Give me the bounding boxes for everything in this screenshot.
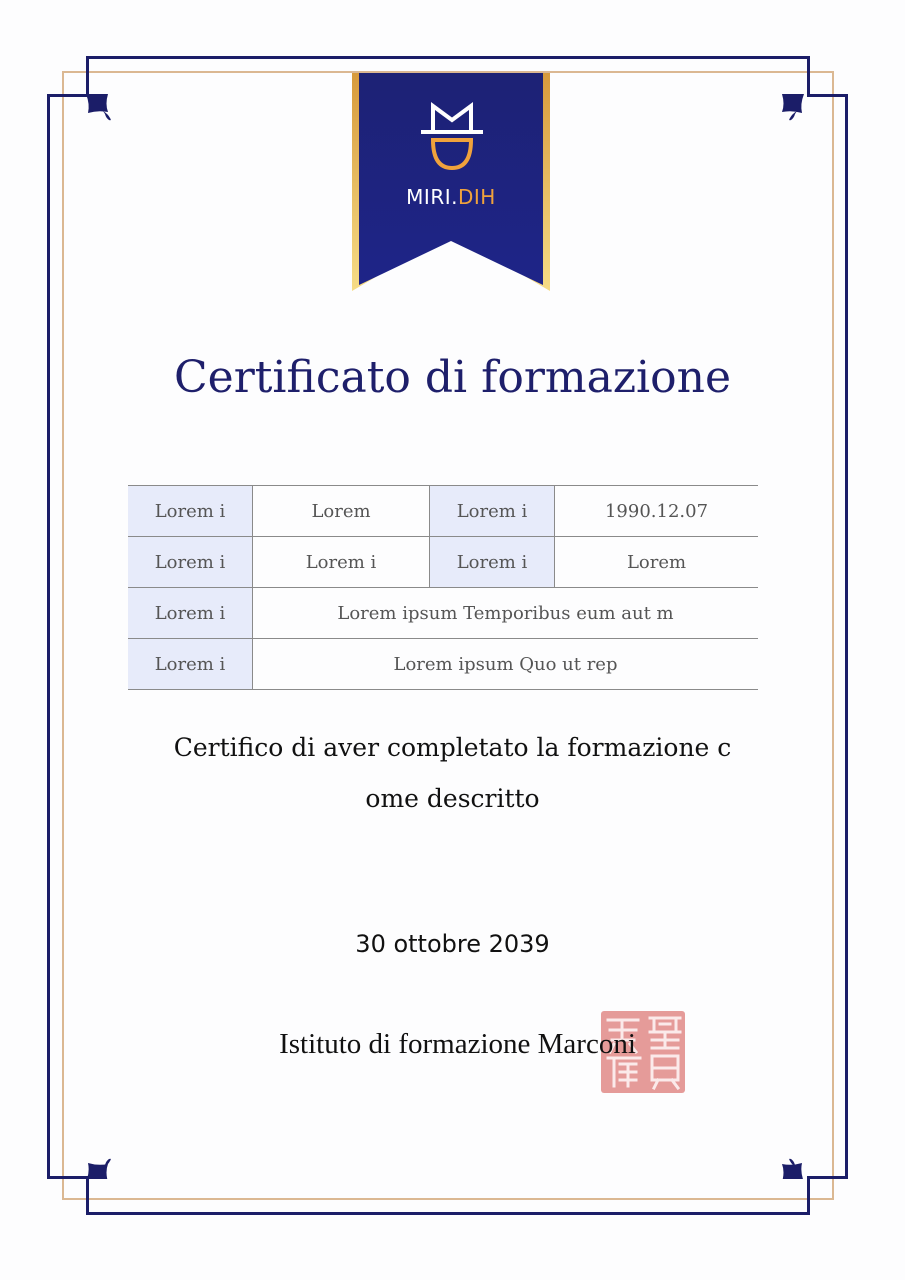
corner-connector bbox=[807, 94, 848, 97]
table-label: Lorem i bbox=[128, 537, 253, 588]
table-label: Lorem i bbox=[430, 537, 555, 588]
issue-date: 30 ottobre 2039 bbox=[355, 930, 550, 958]
corner-connector bbox=[807, 1176, 848, 1179]
table-label: Lorem i bbox=[128, 486, 253, 537]
corner-connector bbox=[47, 94, 89, 97]
table-value: 1990.12.07 bbox=[555, 486, 759, 537]
statement-line-1: Certifico di aver completato la formazione c bbox=[173, 733, 732, 762]
table-value: Lorem bbox=[555, 537, 759, 588]
table-label: Lorem i bbox=[128, 588, 253, 639]
frame-outer-right bbox=[845, 94, 848, 1179]
logo-ribbon bbox=[352, 73, 550, 291]
certificate-title: Certificato di formazione bbox=[174, 352, 731, 403]
corner-ornament-icon bbox=[782, 94, 810, 122]
table-value: Lorem ipsum Quo ut rep bbox=[253, 639, 759, 690]
frame-gold-bottom bbox=[62, 1198, 834, 1200]
logo-wordmark bbox=[352, 185, 550, 209]
frame-outer-left bbox=[47, 94, 50, 1179]
table-value: Lorem i bbox=[253, 537, 430, 588]
md-hat-logo-icon bbox=[419, 100, 485, 172]
statement-line-2: ome descritto bbox=[365, 784, 540, 813]
corner-connector bbox=[86, 56, 89, 95]
certification-statement bbox=[120, 722, 785, 824]
corner-ornament-icon bbox=[86, 1151, 114, 1179]
table-row bbox=[128, 486, 758, 537]
corner-connector bbox=[807, 1176, 810, 1215]
corner-connector bbox=[807, 56, 810, 95]
logo-brand-orange: DIH bbox=[457, 185, 496, 209]
frame-outer-bottom bbox=[86, 1212, 810, 1215]
logo-brand-white: MIRI. bbox=[406, 185, 458, 209]
table-label: Lorem i bbox=[430, 486, 555, 537]
table-value: Lorem bbox=[253, 486, 430, 537]
corner-ornament-icon bbox=[86, 94, 114, 122]
corner-connector bbox=[86, 1176, 89, 1215]
table-value: Lorem ipsum Temporibus eum aut m bbox=[253, 588, 759, 639]
table-row bbox=[128, 588, 758, 639]
table-row bbox=[128, 639, 758, 690]
issuer-name: Istituto di formazione Marconi bbox=[279, 1028, 636, 1060]
table-label: Lorem i bbox=[128, 639, 253, 690]
corner-ornament-icon bbox=[782, 1151, 810, 1179]
table-row bbox=[128, 537, 758, 588]
frame-outer-top bbox=[86, 56, 810, 59]
info-table bbox=[128, 485, 758, 690]
corner-connector bbox=[47, 1176, 89, 1179]
